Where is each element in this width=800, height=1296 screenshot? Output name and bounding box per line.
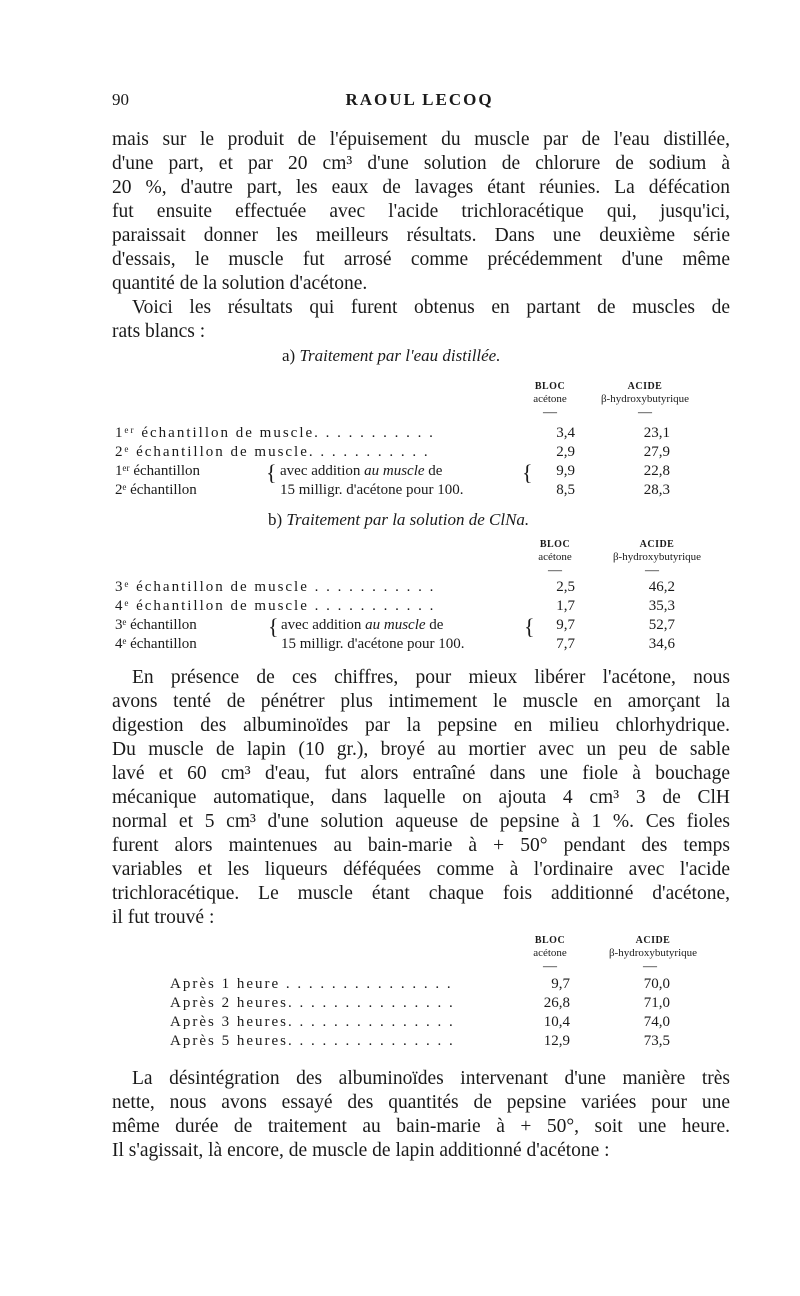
table-a-col2-head: ACIDE β-hydroxybutyrique xyxy=(600,381,690,405)
text-line: trichloracétique. Le muscle étant chaque fois additionné d'acétone, xyxy=(112,883,730,904)
table-row: 4ᵉ échantillon 15 milligr. d'acétone pour 100. 7,7 34,6 xyxy=(115,636,675,652)
page-header xyxy=(112,90,727,114)
table-b-caption: b) Traitement par la solution de ClNa. xyxy=(268,510,530,529)
text-line: lavé et 60 cm³ d'eau, fut alors entraîné dans une fiole à bouchage xyxy=(112,763,730,784)
table-row: Après 1 heure . . . . . . . . . . . . . . . 9,7 70,0 xyxy=(170,976,670,992)
table-c-col1-head: BLOC acétone xyxy=(533,935,567,959)
text-line: fut ensuite effectuée avec l'acide trichloracétique qui, jusqu'ici, xyxy=(112,201,730,222)
table-row: 2ᵉ échantillon de muscle. . . . . . . . . . . 2,9 27,9 xyxy=(115,444,670,460)
middle-paragraph xyxy=(112,666,730,930)
table-a-col1-head: BLOC acétone xyxy=(533,381,567,405)
table-c-dash2: — xyxy=(643,959,657,974)
text-line: mais sur le produit de l'épuisement du muscle par de l'eau distillée, xyxy=(112,129,730,150)
text-line: nette, nous avons essayé des quantités de pepsine variées pour une xyxy=(112,1092,730,1113)
table-row: 1ᵉʳ échantillon avec addition au muscle de 9,9 22,8 xyxy=(115,463,670,479)
table-c-dash1: — xyxy=(543,959,557,974)
text-line: Du muscle de lapin (10 gr.), broyé au mortier avec un peu de sable xyxy=(112,739,730,760)
table-row: 2ᵉ échantillon 15 milligr. d'acétone pour 100. 8,5 28,3 xyxy=(115,482,670,498)
text-line: Voici les résultats qui furent obtenus en partant de muscles de xyxy=(132,297,730,318)
table-a-dash2: — xyxy=(638,405,652,420)
table-row: 3ᵉ échantillon avec addition au muscle de 9,7 52,7 xyxy=(115,617,675,633)
table-a-caption: a) Traitement par l'eau distillée. xyxy=(282,346,501,365)
text-line: variables et les liqueurs déféquées comme à l'ordinaire avec l'acide xyxy=(112,859,730,880)
table-row: Après 2 heures. . . . . . . . . . . . . . . 26,8 71,0 xyxy=(170,995,670,1011)
brace-left-icon: { xyxy=(268,614,279,639)
text-line: d'essais, le muscle fut arrosé comme précédemment d'une même xyxy=(112,249,730,270)
brace-right-icon: { xyxy=(522,460,533,485)
text-line: quantité de la solution d'acétone. xyxy=(112,273,368,294)
text-line: même durée de traitement au bain-marie à + 50°, soit une heure. xyxy=(112,1116,730,1137)
text-line: mécanique automatique, dans laquelle on ajouta 4 cm³ 3 de ClH xyxy=(112,787,730,808)
text-line: digestion des albuminoïdes par la pepsine en milieu chlorhydrique. xyxy=(112,715,730,736)
text-line: Il s'agissait, là encore, de muscle de lapin additionné d'acétone : xyxy=(112,1140,610,1161)
closing-paragraph xyxy=(112,1067,730,1163)
text-line: En présence de ces chiffres, pour mieux libérer l'acétone, nous xyxy=(132,667,730,688)
table-row: Après 5 heures. . . . . . . . . . . . . . . 12,9 73,5 xyxy=(170,1033,670,1049)
text-line: d'une part, et par 20 cm³ d'une solution de chlorure de sodium à xyxy=(112,153,730,174)
text-line: paraissait donner les meilleurs résultats. Dans une deuxième série xyxy=(112,225,730,246)
table-b-col1-head: BLOC acétone xyxy=(538,539,572,563)
table-b-dash1: — xyxy=(548,563,562,578)
table-row: 1ᵉʳ échantillon de muscle. . . . . . . . . . . 3,4 23,1 xyxy=(115,425,670,441)
brace-left-icon: { xyxy=(266,460,277,485)
intro-paragraph xyxy=(112,128,730,344)
text-line: rats blancs : xyxy=(112,321,206,342)
table-b-dash2: — xyxy=(645,563,659,578)
text-line: normal et 5 cm³ d'une solution aqueuse de pepsine à 1 %. Ces fioles xyxy=(112,811,730,832)
text-line: furent alors maintenues au bain-marie à + 50° pendant des temps xyxy=(112,835,730,856)
table-row: Après 3 heures. . . . . . . . . . . . . . . 10,4 74,0 xyxy=(170,1014,670,1030)
table-c-col2-head: ACIDE β-hydroxybutyrique xyxy=(608,935,698,959)
page-number: 90 xyxy=(112,90,129,109)
table-row: 3ᵉ échantillon de muscle . . . . . . . . . . . 2,5 46,2 xyxy=(115,579,675,595)
brace-right-icon: { xyxy=(524,614,535,639)
text-line: il fut trouvé : xyxy=(112,907,215,928)
table-b-col2-head: ACIDE β-hydroxybutyrique xyxy=(612,539,702,563)
text-line: 20 %, d'autre part, les eaux de lavages étant réunies. La défécation xyxy=(112,177,730,198)
table-row: 4ᵉ échantillon de muscle . . . . . . . . . . . 1,7 35,3 xyxy=(115,598,675,614)
running-head: RAOUL LECOQ xyxy=(345,90,494,109)
text-line: La désintégration des albuminoïdes intervenant d'une manière très xyxy=(132,1068,730,1089)
table-a-dash1: — xyxy=(543,405,557,420)
text-line: avons tenté de pénétrer plus intimement le muscle en amorçant la xyxy=(112,691,730,712)
